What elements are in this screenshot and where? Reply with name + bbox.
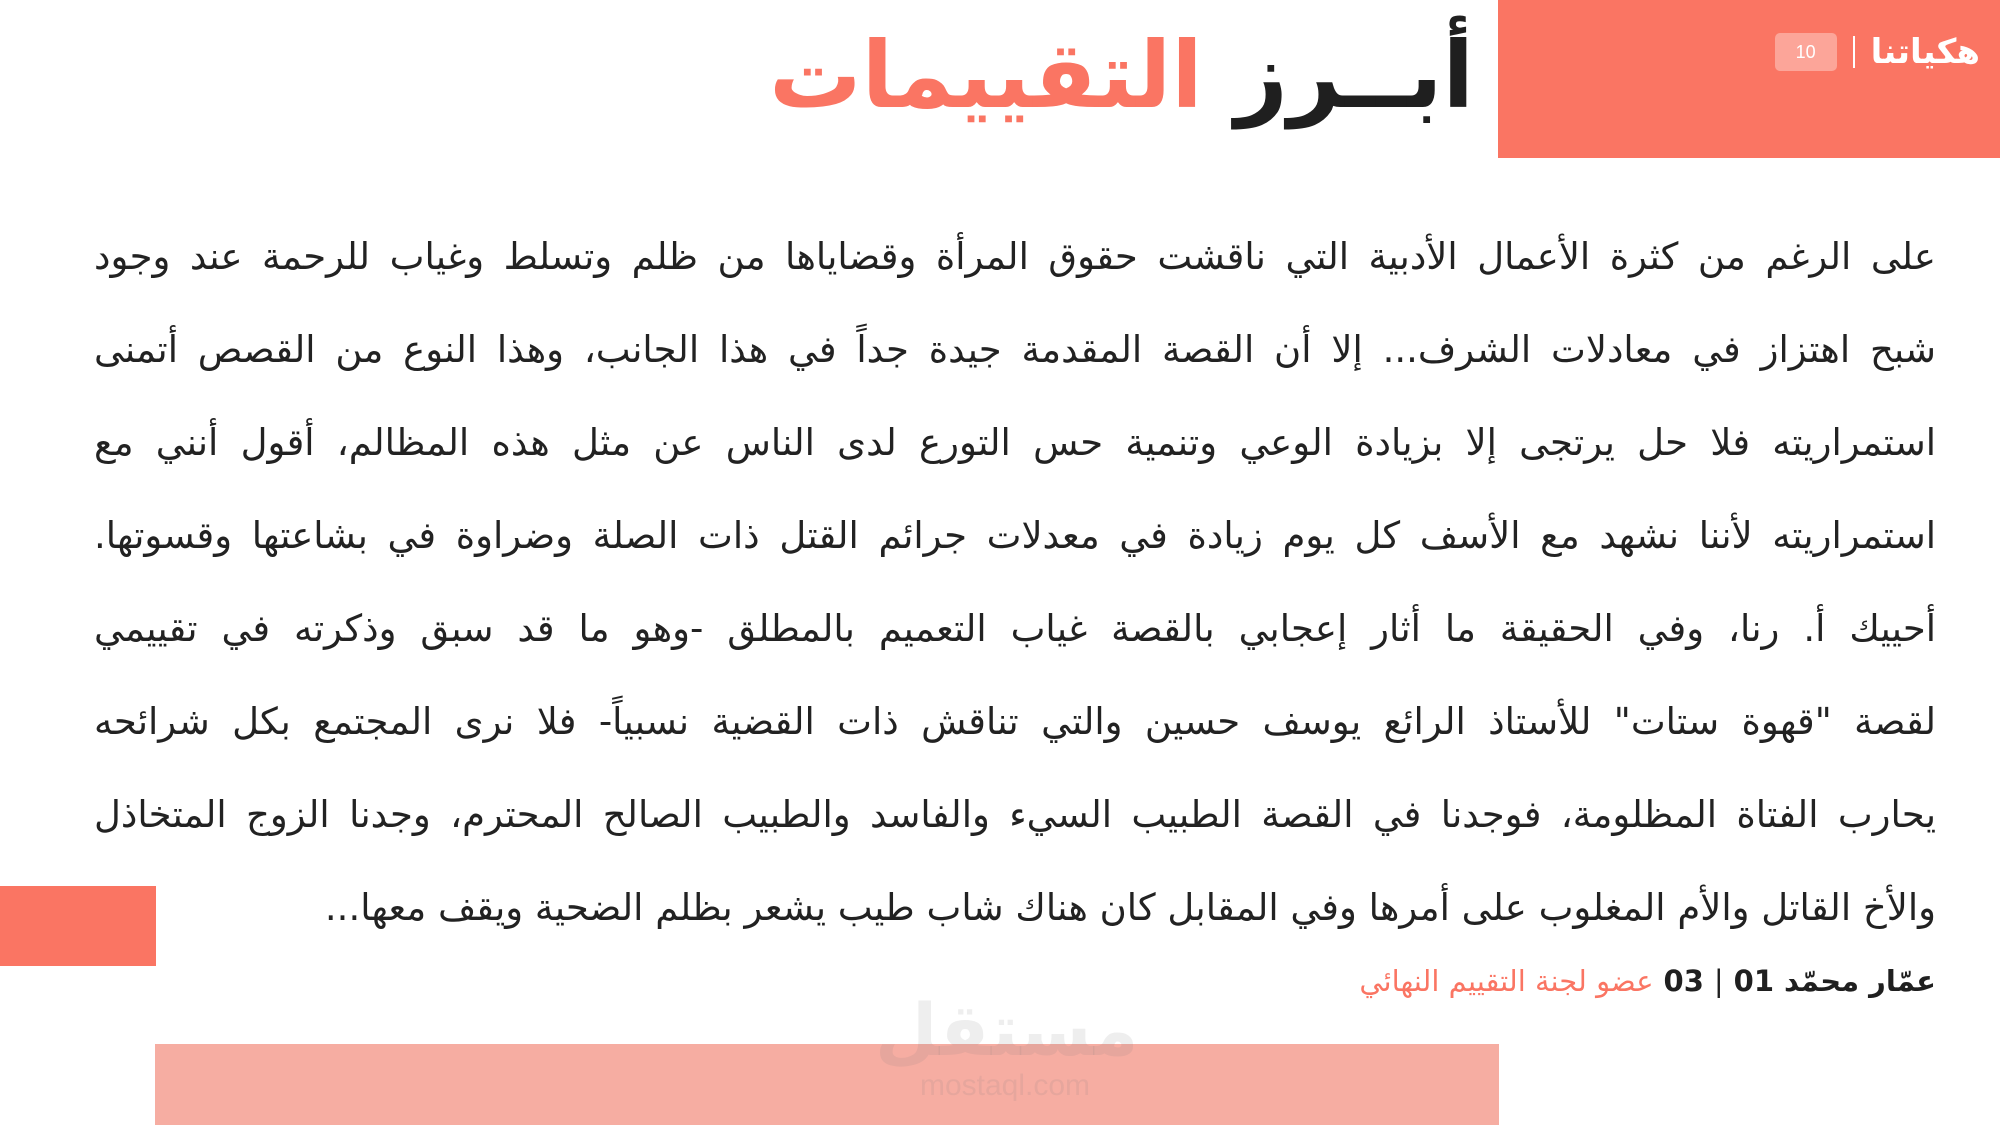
reviewer-name: عمّار محمّد [1784,964,1936,998]
title-dark-part: أبــرز [1234,22,1474,129]
page-title [769,18,1474,133]
reviewer-signature [1359,964,1936,998]
brand-logo: هكياتنا [1870,32,1980,72]
footer-accent-block [155,1044,1499,1125]
reviewer-role: عضو لجنة التقييم النهائي [1359,964,1654,998]
review-line: والأخ القاتل والأم المغلوب على أمرها وفي المقابل كان هناك شاب طيب يشعر بظلم الضحية ويقف معها... [324,886,1936,929]
review-line: يحارب الفتاة المظلومة، فوجدنا في القصة الطبيب السيء والفاسد والطبيب الصالح المحترم، وجدنا الزوج المتخاذل [94,793,1936,836]
reviewer-number-b: 03 [1663,964,1704,998]
header-accent-block [1498,0,2000,158]
page-number-badge: 10 [1775,33,1837,71]
title-accent-part: التقييمات [769,22,1203,129]
left-accent-block [0,886,156,966]
review-line: استمراريته فلا حل يرتجى إلا بزيادة الوعي وتنمية حس التورع لدى الناس عن مثل هذه المظالم، أقول أنني مع [94,421,1936,464]
review-line: استمراريته لأننا نشهد مع الأسف كل يوم زيادة في معدلات جرائم القتل ذات الصلة وضراوة في بشاعتها وقسوتها. [94,514,1936,557]
review-line: لقصة "قهوة ستات" للأستاذ الرائع يوسف حسين والتي تناقش ذات القضية نسبياً- فلا نرى المجتمع بكل شرائحه [94,700,1936,743]
brand [1775,32,1980,72]
brand-divider [1853,36,1855,68]
review-line: شبح اهتزاز في معادلات الشرف... إلا أن القصة المقدمة جيدة جداً في هذا الجانب، وهذا النوع من القصص أتمنى [94,328,1936,371]
signature-separator: | [1713,964,1724,998]
review-line: على الرغم من كثرة الأعمال الأدبية التي ناقشت حقوق المرأة وقضاياها من ظلم وتسلط وغياب للرحمة عند وجود [94,235,1936,278]
review-body [94,210,1936,954]
review-line: أحييك أ. رنا، وفي الحقيقة ما أثار إعجابي بالقصة غياب التعميم بالمطلق -وهو ما قد سبق وذكرته في تقييمي [94,607,1936,650]
watermark-logo: مستقل [875,988,1139,1072]
reviewer-number-a: 01 [1733,964,1775,998]
